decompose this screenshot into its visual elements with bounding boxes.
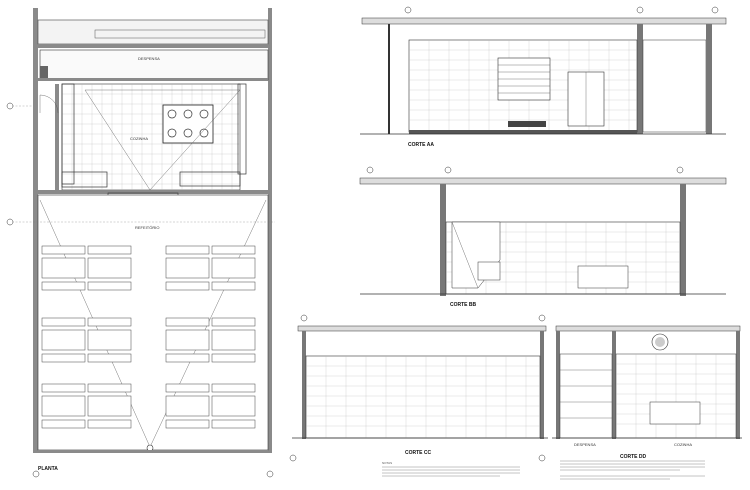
despensa-room <box>40 50 268 80</box>
section-dd-cozinha: COZINHA <box>674 442 692 447</box>
cozinha-label: COZINHA <box>130 136 148 141</box>
section-dd-title: CORTE DD <box>620 454 647 460</box>
section-cc <box>290 315 548 461</box>
counter-icon <box>578 266 628 288</box>
section-aa-title: CORTE AA <box>408 142 434 148</box>
despensa-label: DESPENSA <box>138 56 160 61</box>
section-bb-title: CORTE BB <box>450 302 477 308</box>
kitchen-bottom-wall <box>38 190 268 194</box>
stove-section-icon <box>508 121 546 127</box>
notes-block <box>382 461 705 479</box>
refeitorio-label: REFEITÓRIO <box>135 225 160 230</box>
plan-top-wall <box>38 44 268 48</box>
kitchen-left-wall <box>55 84 59 190</box>
notes-title: NOTAS <box>382 461 393 465</box>
section-dd <box>552 326 742 460</box>
stove-icon <box>163 105 213 143</box>
section-cc-title: CORTE CC <box>405 450 432 456</box>
plan-right-wall <box>268 8 272 453</box>
section-dd-despensa: DESPENSA <box>574 442 596 447</box>
plan-left-wall <box>33 8 38 453</box>
sink-icon <box>478 262 500 280</box>
despensa-wall <box>38 78 268 81</box>
plan-top-strip <box>38 20 268 44</box>
section-bb <box>360 167 726 308</box>
plan-bottom-wall <box>38 450 268 453</box>
floor-plan <box>7 8 275 477</box>
despensa-column <box>40 66 48 78</box>
plan-title: PLANTA <box>38 466 58 472</box>
section-aa <box>360 7 726 148</box>
